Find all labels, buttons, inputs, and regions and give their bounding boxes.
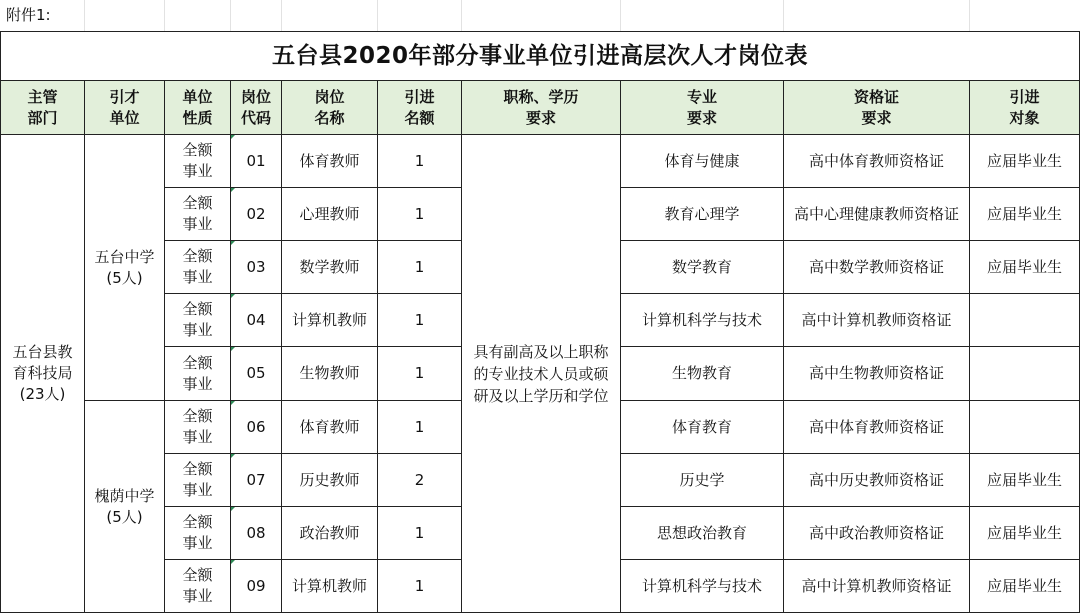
blank-cell xyxy=(282,0,378,31)
quota-cell: 1 xyxy=(378,560,462,613)
blank-cell xyxy=(231,0,282,31)
cell-note-marker xyxy=(231,188,235,192)
blank-cell xyxy=(621,0,784,31)
post-code-cell: 01 xyxy=(231,135,282,188)
certificate-cell: 高中政治教师资格证 xyxy=(784,507,970,560)
blank-cell xyxy=(784,0,970,31)
post-name-cell: 计算机教师 xyxy=(282,560,378,613)
certificate-cell: 高中数学教师资格证 xyxy=(784,241,970,294)
post-code-cell: 07 xyxy=(231,454,282,507)
quota-cell: 1 xyxy=(378,241,462,294)
header-major: 专业 要求 xyxy=(621,81,784,135)
major-cell: 教育心理学 xyxy=(621,188,784,241)
certificate-cell: 高中体育教师资格证 xyxy=(784,135,970,188)
unit-nature-cell: 全额 事业 xyxy=(165,347,231,401)
header-target: 引进 对象 xyxy=(970,81,1080,135)
unit-nature-cell: 全额 事业 xyxy=(165,454,231,507)
unit-nature-cell: 全额 事业 xyxy=(165,241,231,294)
major-cell: 计算机科学与技术 xyxy=(621,560,784,613)
target-cell: 应届毕业生 xyxy=(970,135,1080,188)
target-cell: 应届毕业生 xyxy=(970,560,1080,613)
cell-note-marker xyxy=(231,454,235,458)
post-name-cell: 政治教师 xyxy=(282,507,378,560)
major-cell: 数学教育 xyxy=(621,241,784,294)
table-title: 五台县2020年部分事业单位引进高层次人才岗位表 xyxy=(0,31,1080,81)
major-cell: 体育与健康 xyxy=(621,135,784,188)
target-cell: 应届毕业生 xyxy=(970,454,1080,507)
certificate-cell: 高中体育教师资格证 xyxy=(784,401,970,454)
dept-cell: 五台县教 育科技局 (23人) xyxy=(0,135,85,613)
cell-note-marker xyxy=(231,347,235,351)
post-name-cell: 心理教师 xyxy=(282,188,378,241)
unit-nature-cell: 全额 事业 xyxy=(165,135,231,188)
post-code-cell: 06 xyxy=(231,401,282,454)
cell-note-marker xyxy=(231,560,235,564)
quota-cell: 2 xyxy=(378,454,462,507)
target-cell xyxy=(970,401,1080,454)
certificate-cell: 高中历史教师资格证 xyxy=(784,454,970,507)
major-cell: 历史学 xyxy=(621,454,784,507)
post-name-cell: 体育教师 xyxy=(282,135,378,188)
cell-note-marker xyxy=(231,135,235,139)
quota-cell: 1 xyxy=(378,401,462,454)
target-cell: 应届毕业生 xyxy=(970,507,1080,560)
certificate-cell: 高中计算机教师资格证 xyxy=(784,294,970,347)
target-cell: 应届毕业生 xyxy=(970,241,1080,294)
blank-cell xyxy=(970,0,1080,31)
header-certificate: 资格证 要求 xyxy=(784,81,970,135)
unit-nature-cell: 全额 事业 xyxy=(165,294,231,347)
certificate-cell: 高中生物教师资格证 xyxy=(784,347,970,401)
unit-nature-cell: 全额 事业 xyxy=(165,401,231,454)
post-name-cell: 历史教师 xyxy=(282,454,378,507)
quota-cell: 1 xyxy=(378,507,462,560)
post-name-cell: 体育教师 xyxy=(282,401,378,454)
post-code-cell: 02 xyxy=(231,188,282,241)
post-code-cell: 04 xyxy=(231,294,282,347)
unit-nature-cell: 全额 事业 xyxy=(165,188,231,241)
cell-note-marker xyxy=(231,294,235,298)
post-name-cell: 数学教师 xyxy=(282,241,378,294)
quota-cell: 1 xyxy=(378,135,462,188)
header-title-requirement: 职称、学历 要求 xyxy=(462,81,621,135)
major-cell: 思想政治教育 xyxy=(621,507,784,560)
post-name-cell: 计算机教师 xyxy=(282,294,378,347)
cell-note-marker xyxy=(231,241,235,245)
blank-cell xyxy=(165,0,231,31)
target-cell: 应届毕业生 xyxy=(970,188,1080,241)
quota-cell: 1 xyxy=(378,188,462,241)
major-cell: 计算机科学与技术 xyxy=(621,294,784,347)
target-cell xyxy=(970,294,1080,347)
post-code-cell: 03 xyxy=(231,241,282,294)
certificate-cell: 高中心理健康教师资格证 xyxy=(784,188,970,241)
major-cell: 生物教育 xyxy=(621,347,784,401)
certificate-cell: 高中计算机教师资格证 xyxy=(784,560,970,613)
unit-wutai-middle-school: 五台中学 (5人) xyxy=(85,135,165,401)
post-code-cell: 08 xyxy=(231,507,282,560)
header-unit: 引才 单位 xyxy=(85,81,165,135)
blank-cell xyxy=(85,0,165,31)
header-dept: 主管 部门 xyxy=(0,81,85,135)
attachment-note: 附件1: xyxy=(0,0,85,31)
post-name-cell: 生物教师 xyxy=(282,347,378,401)
blank-cell xyxy=(462,0,621,31)
quota-cell: 1 xyxy=(378,294,462,347)
header-nature: 单位 性质 xyxy=(165,81,231,135)
header-code: 岗位 代码 xyxy=(231,81,282,135)
header-post: 岗位 名称 xyxy=(282,81,378,135)
post-code-cell: 09 xyxy=(231,560,282,613)
title-education-requirement: 具有副高及以上职称 的专业技术人员或硕 研及以上学历和学位 xyxy=(462,135,621,613)
unit-nature-cell: 全额 事业 xyxy=(165,560,231,613)
quota-cell: 1 xyxy=(378,347,462,401)
cell-note-marker xyxy=(231,401,235,405)
post-code-cell: 05 xyxy=(231,347,282,401)
unit-nature-cell: 全额 事业 xyxy=(165,507,231,560)
unit-huaiyin-middle-school: 槐荫中学 (5人) xyxy=(85,401,165,613)
blank-cell xyxy=(378,0,462,31)
target-cell xyxy=(970,347,1080,401)
cell-note-marker xyxy=(231,507,235,511)
major-cell: 体育教育 xyxy=(621,401,784,454)
header-quota: 引进 名额 xyxy=(378,81,462,135)
